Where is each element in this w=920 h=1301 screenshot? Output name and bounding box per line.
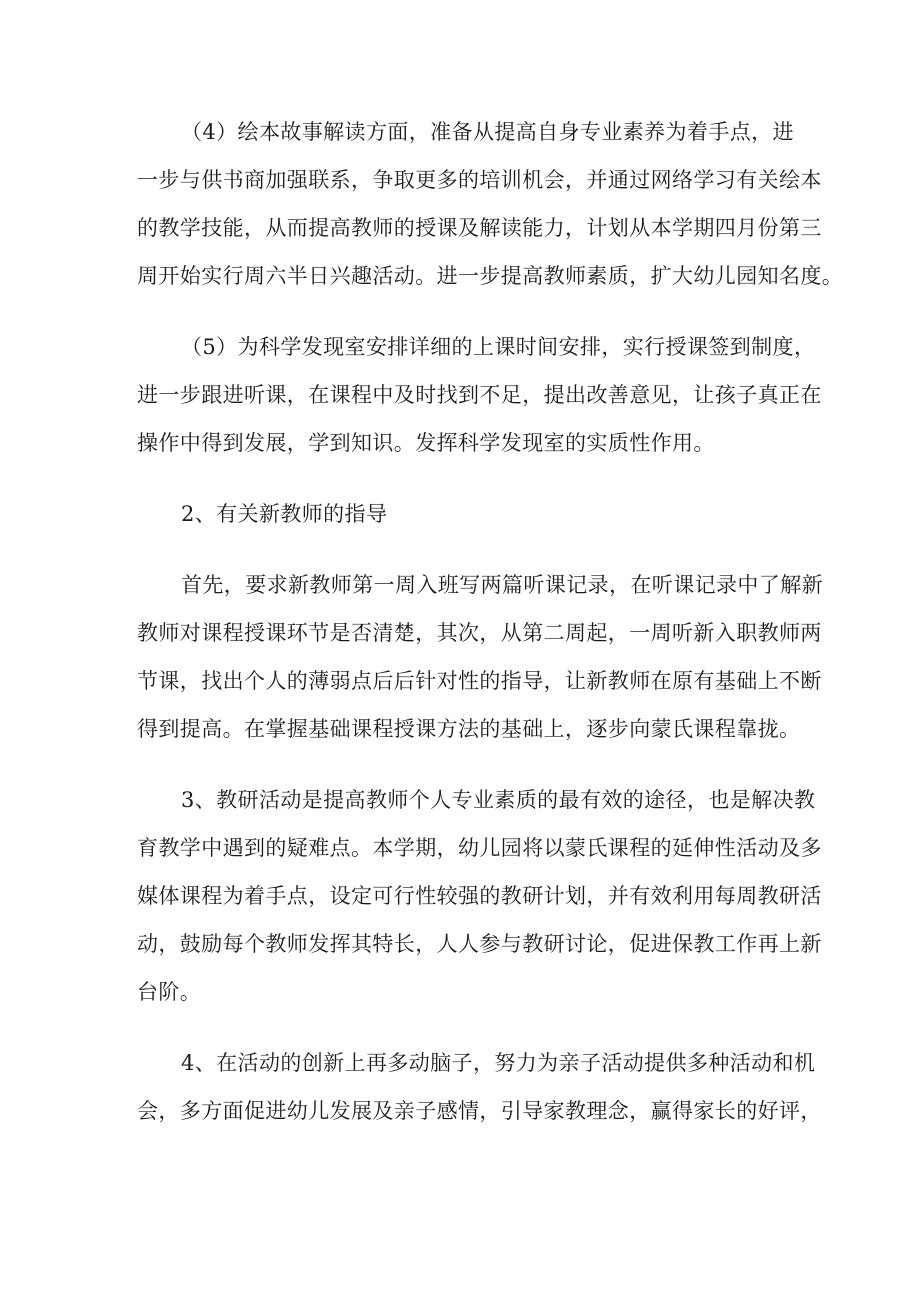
paragraph-line: 的教学技能，从而提高教师的授课及解读能力，计划从本学期四月份第三 <box>137 216 822 240</box>
paragraph-line: 一步与供书商加强联系，争取更多的培训机会，并通过网络学习有关绘本 <box>137 168 822 192</box>
paragraph-line: 得到提高。在掌握基础课程授课方法的基础上，逐步向蒙氏课程靠拢。 <box>137 717 801 741</box>
paragraph-line: （4）绘本故事解读方面，准备从提高自身专业素养为着手点，进 <box>181 120 794 144</box>
paragraph-line: 操作中得到发展，学到知识。发挥科学发现室的实质性作用。 <box>137 431 715 455</box>
paragraph-line: 育教学中遇到的疑难点。本学期，幼儿园将以蒙氏课程的延伸性活动及多 <box>137 836 822 860</box>
paragraph-line: 进一步跟进听课，在课程中及时找到不足，提出改善意见，让孩子真正在 <box>137 383 822 407</box>
paragraph-line: 媒体课程为着手点，设定可行性较强的教研计划，并有效利用每周教研活 <box>137 884 822 908</box>
paragraph-line: 周开始实行周六半日兴趣活动。进一步提高教师素质，扩大幼儿园知名度。 <box>137 264 844 288</box>
paragraph-line: （5）为科学发现室安排详细的上课时间安排，实行授课签到制度， <box>181 335 816 359</box>
paragraph-line: 教师对课程授课环节是否清楚，其次，从第二周起，一周听新入职教师两 <box>137 621 822 645</box>
paragraph-line: 会，多方面促进幼儿发展及亲子感情，引导家教理念，赢得家长的好评， <box>137 1099 822 1123</box>
paragraph-line: 首先，要求新教师第一周入班写两篇听课记录，在听课记录中了解新 <box>181 573 823 597</box>
paragraph-line: 动，鼓励每个教师发挥其特长，人人参与教研讨论，促进保教工作再上新 <box>137 932 822 956</box>
paragraph-line: 节课，找出个人的薄弱点后后针对性的指导，让新教师在原有基础上不断 <box>137 669 822 693</box>
paragraph-line: 4、在活动的创新上再多动脑子，努力为亲子活动提供多种活动和机 <box>181 1051 816 1075</box>
paragraph-line: 3、教研活动是提高教师个人专业素质的最有效的途径，也是解决教 <box>181 788 816 812</box>
paragraph-line: 台阶。 <box>137 980 202 1004</box>
section-heading: 2、有关新教师的指导 <box>181 502 388 526</box>
